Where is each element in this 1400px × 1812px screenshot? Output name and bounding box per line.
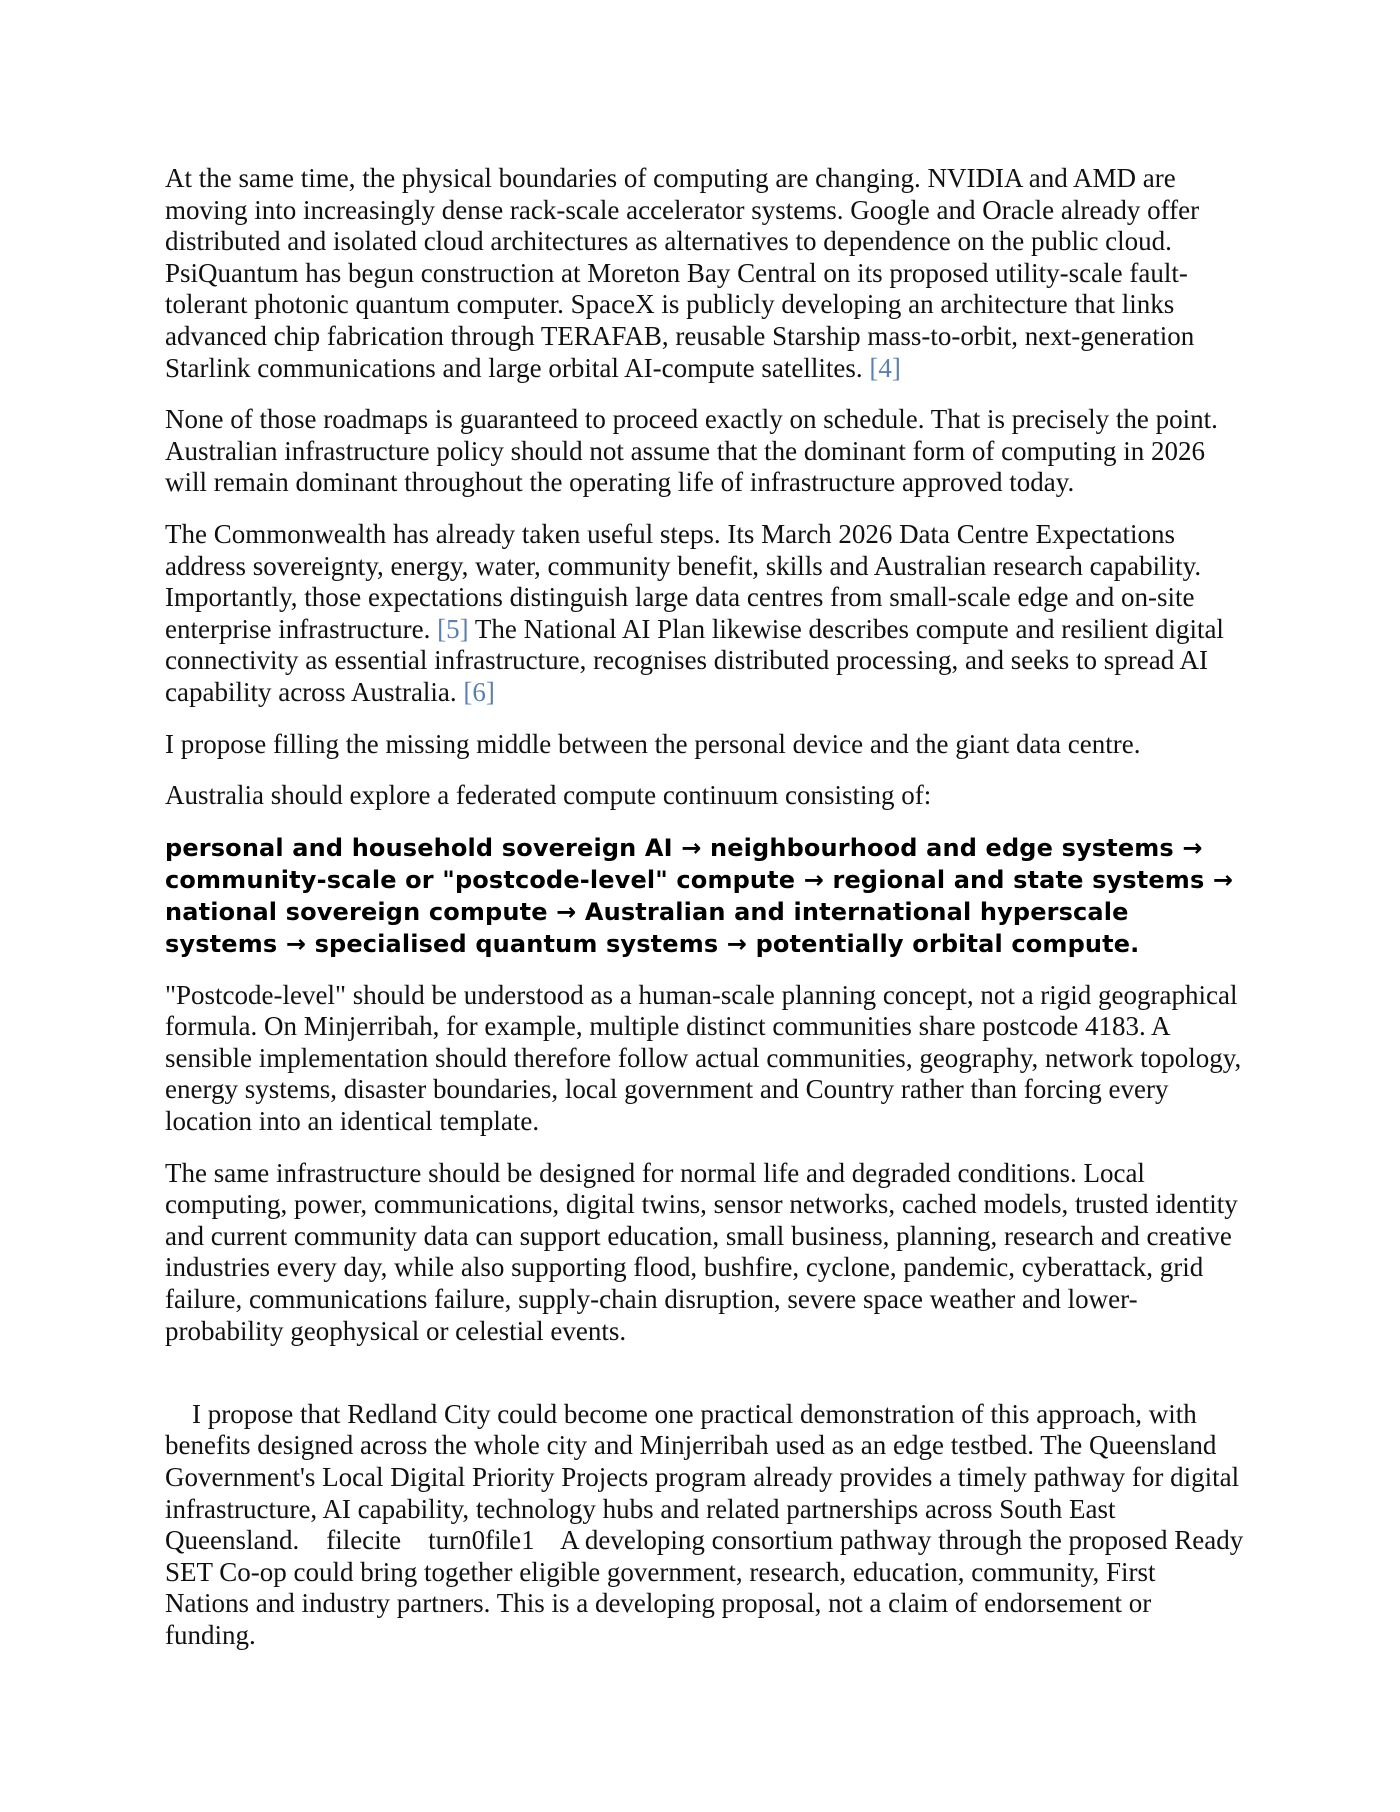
paragraph-text: The National AI Plan likewise describes compute and resilient digital connectivity as essential infrastructure, recognises distributed processing, and seeks to spread AI capability across Australia. [165,613,1224,707]
paragraph-postcode-level [165,980,1245,1138]
paragraph-commonwealth-steps [165,519,1245,709]
paragraph-text: "Postcode-level" should be understood as a human-scale planning concept, not a rigid geographical formula. On Minjerribah, for example, multiple distinct communities share postcode 4183. A sensible implementation should therefore follow actual communities, geography, network topology, energy systems, disaster boundaries, local government and Country rather than forcing every location into an identical template. [165,979,1242,1137]
paragraph-text: At the same time, the physical boundaries of computing are changing. NVIDIA and AMD are moving into increasingly dense rack-scale accelerator systems. Google and Oracle already offer distributed and isolated cloud architectures as alternatives to dependence on the public cloud. PsiQuantum has begun construction at Moreton Bay Central on its proposed utility-scale fault-tolerant photonic quantum computer. SpaceX is publicly developing an architecture that links advanced chip fabrication through TERAFAB, reusable Starship mass-to-orbit, next-generation Starlink communications and large orbital AI-compute satellites. [165,163,1200,383]
document-page [165,163,1251,1703]
reference-link-5[interactable]: [5] [437,613,469,644]
paragraph-computing-boundaries [165,163,1245,384]
paragraph-text: I propose filling the missing middle between the personal device and the giant data centre. [165,728,1141,759]
paragraph-roadmaps [165,404,1245,499]
reference-link-4[interactable]: [4] [869,352,901,383]
paragraph-text: The Commonwealth has already taken useful steps. Its March 2026 Data Centre Expectations address sovereignty, energy, water, community benefit, skills and Australian research capability. Importantly, those expectations distinguish large data centres from small-scale edge and on-site enterprise infrastructure. [165,518,1202,644]
paragraph-text: I propose that Redland City could become one practical demonstration of this approach, with benefits designed across the whole city and Minjerribah used as an edge testbed. The Queensland Government's Local Digital Priority Projects program already provides a timely pathway for digital infrastructure, AI capability, technology hubs and related partnerships across South East Queensland. filecite turn0file1 A developing consortium pathway through the proposed Ready SET Co-op could bring together eligible government, research, education, community, First Nations and industry partners. This is a developing proposal, not a claim of endorsement or funding. [165,1398,1251,1650]
paragraph-text: None of those roadmaps is guaranteed to proceed exactly on schedule. That is precisely the point. Australian infrastructure policy should not assume that the dominant form of computing in 2026 will remain dominant throughout the operating life of infrastructure approved today. [165,404,1218,498]
compute-continuum-statement [165,832,1245,960]
paragraph-redland-city [165,1367,1251,1683]
paragraph-text: personal and household sovereign AI → neighbourhood and edge systems → community-scale or "postcode-level" compute → regional and state systems → national sovereign compute → Australian and international hyperscale systems → specialised quantum systems → potentially orbital compute. [165,833,1234,958]
paragraph-continuum-intro [165,780,1245,812]
reference-link-6[interactable]: [6] [463,676,495,707]
paragraph-text: The same infrastructure should be designed for normal life and degraded conditions. Local computing, power, communications, digital twins, sensor networks, cached models, trusted identity and current community data can support education, small business, planning, research and creative industries every day, while also supporting flood, bushfire, cyclone, pandemic, cyberattack, grid failure, communications failure, supply-chain disruption, severe space weather and lower-probability geophysical or celestial events. [165,1157,1238,1346]
paragraph-missing-middle [165,729,1245,761]
paragraph-text: Australia should explore a federated compute continuum consisting of: [165,780,932,811]
paragraph-degraded-conditions [165,1158,1245,1348]
